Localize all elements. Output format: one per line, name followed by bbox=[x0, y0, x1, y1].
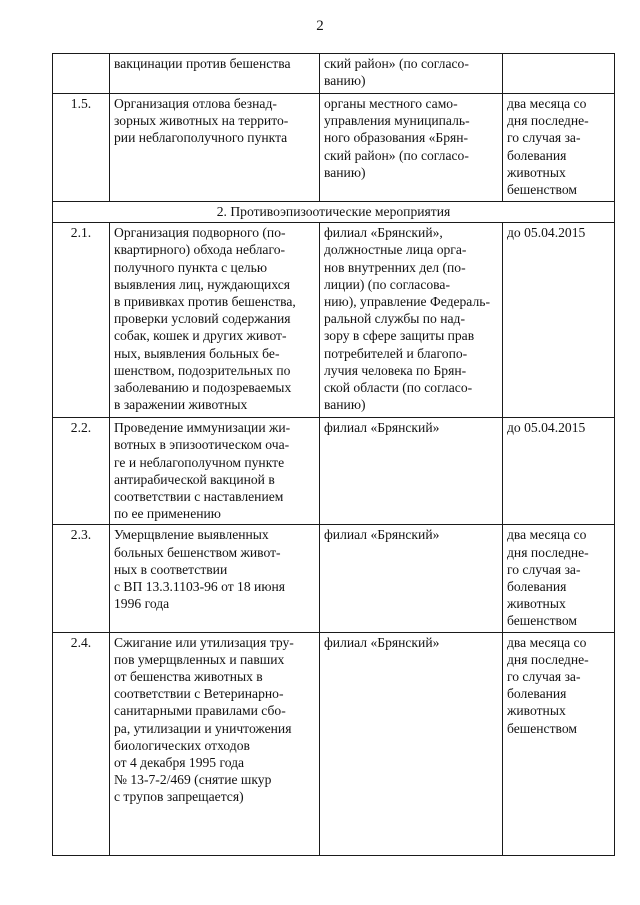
text-line: ской области (по согласо- bbox=[324, 380, 473, 396]
page-number: 2 bbox=[316, 18, 324, 34]
text-line: ного образования «Брян- bbox=[324, 130, 469, 146]
measures-table bbox=[52, 53, 615, 856]
text-line: филиал «Брянский» bbox=[324, 420, 440, 436]
text-line: заболеванию и подозреваемых bbox=[114, 380, 292, 396]
text-line: бешенством bbox=[507, 182, 577, 198]
text-line: биологических отходов bbox=[114, 737, 250, 753]
text-line: по ее применению bbox=[114, 506, 221, 522]
text-line: лучия человека по Брян- bbox=[324, 362, 467, 378]
term-cell bbox=[503, 632, 615, 855]
text-line: больных бешенством живот- bbox=[114, 544, 281, 560]
text-line: шенством, подозрительных по bbox=[114, 362, 291, 378]
table-row bbox=[53, 94, 615, 202]
text-line: с ВП 13.3.1103-96 от 18 июня bbox=[114, 579, 286, 595]
section-header-row bbox=[53, 202, 615, 223]
table-row bbox=[53, 223, 615, 418]
text-line: дня последне- bbox=[507, 544, 589, 560]
text-line: лиции) (по согласова- bbox=[324, 276, 450, 292]
text-line: Умерщвление выявленных bbox=[114, 527, 269, 543]
text-line: санитарными правилами сбо- bbox=[114, 703, 286, 719]
text-line: соответствии с наставлением bbox=[114, 489, 284, 505]
action-cell bbox=[110, 54, 320, 94]
table-row bbox=[53, 632, 615, 855]
table-row bbox=[53, 54, 615, 94]
text-line: 1996 года bbox=[114, 596, 170, 612]
text-line: зору в сфере защиты прав bbox=[324, 328, 475, 344]
executor-cell bbox=[320, 632, 503, 855]
text-line: ных, выявления больных бе- bbox=[114, 345, 280, 361]
text-line: нию), управление Федераль- bbox=[324, 294, 490, 310]
text-line: в заражении животных bbox=[114, 397, 248, 413]
text-line: зорных животных на террито- bbox=[114, 113, 289, 129]
text-line: ных в соответствии bbox=[114, 561, 228, 577]
text-line: управления муниципаль- bbox=[324, 113, 470, 129]
text-line: го случая за- bbox=[507, 130, 581, 146]
term-cell bbox=[503, 54, 615, 94]
text-line: животных bbox=[507, 596, 566, 612]
text-line: вакцинации против бешенства bbox=[114, 56, 291, 71]
action-cell bbox=[110, 94, 320, 202]
text-line: ский район» (по согласо- bbox=[324, 147, 469, 163]
text-line: Сжигание или утилизация тру- bbox=[114, 634, 294, 650]
text-line: филиал «Брянский» bbox=[324, 634, 440, 650]
item-number: 2.3. bbox=[53, 525, 110, 632]
executor-cell bbox=[320, 525, 503, 632]
section-title: 2. Противоэпизоотические мероприятия bbox=[53, 202, 615, 223]
text-line: получного пункта с целью bbox=[114, 259, 268, 275]
text-line: пов умерщвленных и павших bbox=[114, 651, 285, 667]
term-cell bbox=[503, 94, 615, 202]
text-line: два месяца со bbox=[507, 634, 587, 650]
text-line: два месяца со bbox=[507, 527, 587, 543]
text-line: в прививках против бешенства, bbox=[114, 294, 296, 310]
text-line: рии неблагополучного пункта bbox=[114, 130, 288, 146]
term-cell bbox=[503, 223, 615, 418]
executor-cell bbox=[320, 418, 503, 525]
text-line: филиал «Брянский», bbox=[324, 225, 443, 241]
text-line: нов внутренних дел (по- bbox=[324, 259, 466, 275]
text-line: до 05.04.2015 bbox=[507, 420, 586, 436]
executor-cell bbox=[320, 54, 503, 94]
item-number: 2.2. bbox=[53, 418, 110, 525]
text-line: го случая за- bbox=[507, 561, 581, 577]
term-cell bbox=[503, 418, 615, 525]
text-line: Организация отлова безнад- bbox=[114, 96, 277, 111]
item-number: 1.5. bbox=[53, 94, 110, 202]
text-line: ральной службы по над- bbox=[324, 311, 465, 327]
text-line: ванию) bbox=[324, 164, 366, 180]
table-row bbox=[53, 525, 615, 632]
text-line: № 13-7-2/469 (снятие шкур bbox=[114, 772, 272, 788]
action-cell bbox=[110, 223, 320, 418]
text-line: дня последне- bbox=[507, 651, 589, 667]
item-number bbox=[53, 54, 110, 94]
text-line: ге и неблагополучном пункте bbox=[114, 454, 285, 470]
text-line: два месяца со bbox=[507, 96, 587, 111]
text-line: ский район» (по согласо- bbox=[324, 56, 469, 71]
text-line: выявления лиц, нуждающихся bbox=[114, 276, 291, 292]
text-line: болевания bbox=[507, 579, 567, 595]
text-line: органы местного само- bbox=[324, 96, 458, 111]
text-line: ра, утилизации и уничтожения bbox=[114, 720, 292, 736]
text-line: антирабической вакциной в bbox=[114, 471, 275, 487]
text-line: от 4 декабря 1995 года bbox=[114, 755, 245, 771]
text-line: квартирного) обхода неблаго- bbox=[114, 242, 286, 258]
text-line: го случая за- bbox=[507, 669, 581, 685]
text-line: Проведение иммунизации жи- bbox=[114, 420, 291, 436]
table-row bbox=[53, 418, 615, 525]
text-line: от бешенства животных в bbox=[114, 669, 263, 685]
text-line: болевания bbox=[507, 147, 567, 163]
text-line: потребителей и благопо- bbox=[324, 345, 468, 361]
text-line: до 05.04.2015 bbox=[507, 225, 586, 241]
text-line: болевания bbox=[507, 686, 567, 702]
action-cell bbox=[110, 632, 320, 855]
action-cell bbox=[110, 525, 320, 632]
text-line: бешенством bbox=[507, 613, 577, 629]
text-line: бешенством bbox=[507, 720, 577, 736]
text-line: соответствии с Ветеринарно- bbox=[114, 686, 284, 702]
text-line: дня последне- bbox=[507, 113, 589, 129]
text-line: проверки условий содержания bbox=[114, 311, 291, 327]
text-line: с трупов запрещается) bbox=[114, 789, 244, 805]
executor-cell bbox=[320, 94, 503, 202]
item-number: 2.1. bbox=[53, 223, 110, 418]
term-cell bbox=[503, 525, 615, 632]
text-line: животных bbox=[507, 164, 566, 180]
executor-cell bbox=[320, 223, 503, 418]
action-cell bbox=[110, 418, 320, 525]
text-line: животных bbox=[507, 703, 566, 719]
text-line: филиал «Брянский» bbox=[324, 527, 440, 543]
text-line: собак, кошек и других живот- bbox=[114, 328, 287, 344]
item-number: 2.4. bbox=[53, 632, 110, 855]
text-line: Организация подворного (по- bbox=[114, 225, 286, 241]
text-line: должностные лица орга- bbox=[324, 242, 467, 258]
text-line: ванию) bbox=[324, 73, 366, 89]
text-line: ванию) bbox=[324, 397, 366, 413]
text-line: вотных в эпизоотическом оча- bbox=[114, 437, 290, 453]
